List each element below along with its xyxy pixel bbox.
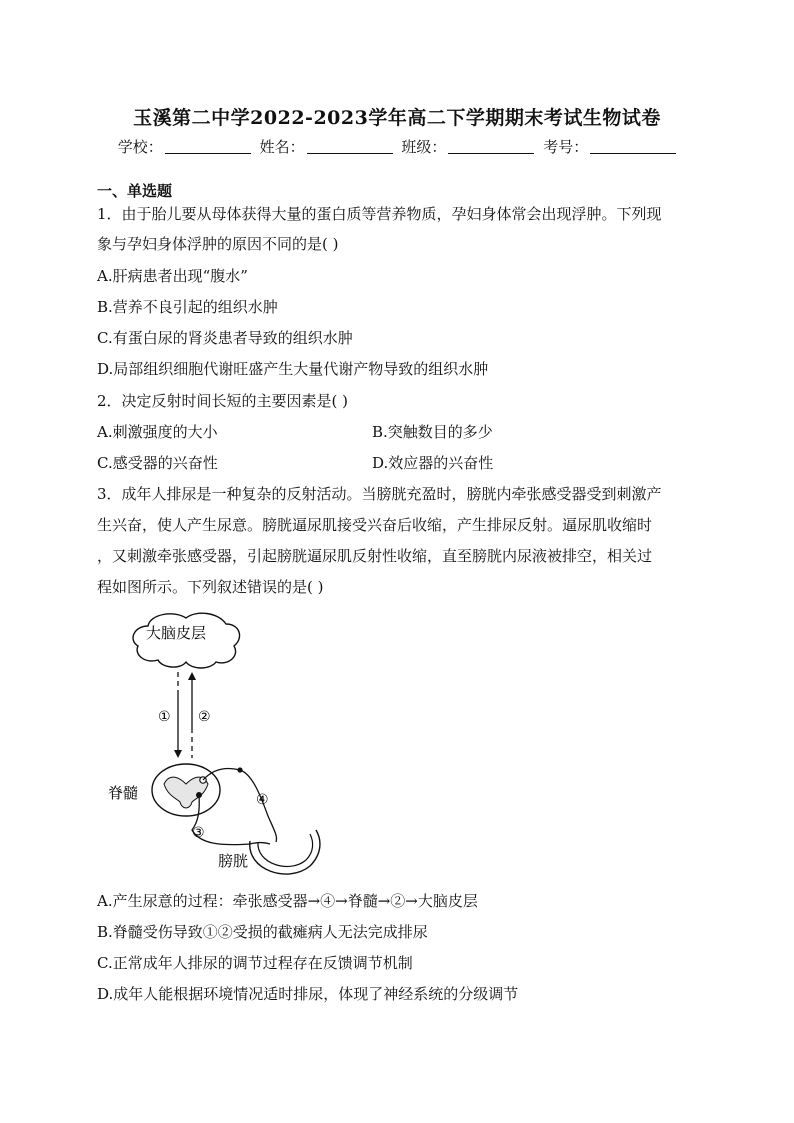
q3-stem-line1: 3．成年人排尿是一种复杂的反射活动。当膀胱充盈时，膀胱内牵张感受器受到刺激产 xyxy=(97,485,662,503)
q2-option-c: C.感受器的兴奋性 xyxy=(97,454,218,472)
exam-number-label: 考号： xyxy=(543,138,589,156)
q1-option-d: D.局部组织细胞代谢旺盛产生大量代谢产物导致的组织水肿 xyxy=(97,360,489,378)
exam-number-field xyxy=(543,136,676,157)
path4-label: ④ xyxy=(256,792,269,808)
class-label: 班级： xyxy=(401,138,447,156)
q3-option-d: D.成年人能根据环境情况适时排尿，体现了神经系统的分级调节 xyxy=(97,985,519,1003)
bladder-inner-wall xyxy=(258,834,313,866)
q2-stem: 2．决定反射时间长短的主要因素是( ) xyxy=(97,392,349,410)
q3-option-b: B.脊髓受伤导致①②受损的截瘫病人无法完成排尿 xyxy=(97,923,428,941)
school-label: 学校： xyxy=(117,138,163,156)
path3-label: ③ xyxy=(192,825,205,841)
reflex-diagram xyxy=(100,608,330,883)
section-title: 一、单选题 xyxy=(97,182,173,200)
q3-stem-line3: ，又刺激牵张感受器，引起膀胱逼尿肌反射性收缩，直至膀胱内尿液被排空，相关过 xyxy=(97,547,653,565)
path1-label: ① xyxy=(158,709,171,725)
q3-option-a: A.产生尿意的过程：牵张感受器→④→脊髓→②→大脑皮层 xyxy=(97,892,478,910)
name-blank[interactable] xyxy=(307,139,393,154)
spinal-label: 脊髓 xyxy=(108,784,139,802)
path1-arrowhead xyxy=(174,750,182,758)
name-field xyxy=(260,136,393,157)
path2-arrowhead xyxy=(188,672,196,680)
bladder-label: 膀胱 xyxy=(218,852,249,870)
q1-stem-line1: 1．由于胎儿要从母体获得大量的蛋白质等营养物质，孕妇身体常会出现浮肿。下列现 xyxy=(97,205,662,223)
q2-option-d: D.效应器的兴奋性 xyxy=(372,454,494,472)
exam-title: 玉溪第二中学2022-2023学年高二下学期期末考试生物试卷 xyxy=(133,107,661,129)
q2-option-a: A.刺激强度的大小 xyxy=(97,423,218,441)
q3-stem-line2: 生兴奋，使人产生尿意。膀胱逼尿肌接受兴奋后收缩，产生排尿反射。逼尿肌收缩时 xyxy=(97,516,653,534)
path2-label: ② xyxy=(198,709,211,725)
student-info-line xyxy=(0,136,794,157)
q3-option-c: C.正常成年人排尿的调节过程存在反馈调节机制 xyxy=(97,954,413,972)
class-blank[interactable] xyxy=(448,139,534,154)
cortex-label: 大脑皮层 xyxy=(146,624,207,642)
q1-option-b: B.营养不良引起的组织水肿 xyxy=(97,298,278,316)
q2-option-b: B.突触数目的多少 xyxy=(372,423,493,441)
q1-option-a: A.肝病患者出现“腹水” xyxy=(97,267,248,285)
q1-stem-line2: 象与孕妇身体浮肿的原因不同的是( ) xyxy=(97,235,339,253)
q3-stem-line4: 程如图所示。下列叙述错误的是( ) xyxy=(97,578,324,596)
exam-number-blank[interactable] xyxy=(590,139,676,154)
school-field xyxy=(118,136,251,157)
school-blank[interactable] xyxy=(165,139,251,154)
class-field xyxy=(401,136,534,157)
name-label: 姓名： xyxy=(259,138,305,156)
q1-option-c: C.有蛋白尿的肾炎患者导致的组织水肿 xyxy=(97,329,353,347)
